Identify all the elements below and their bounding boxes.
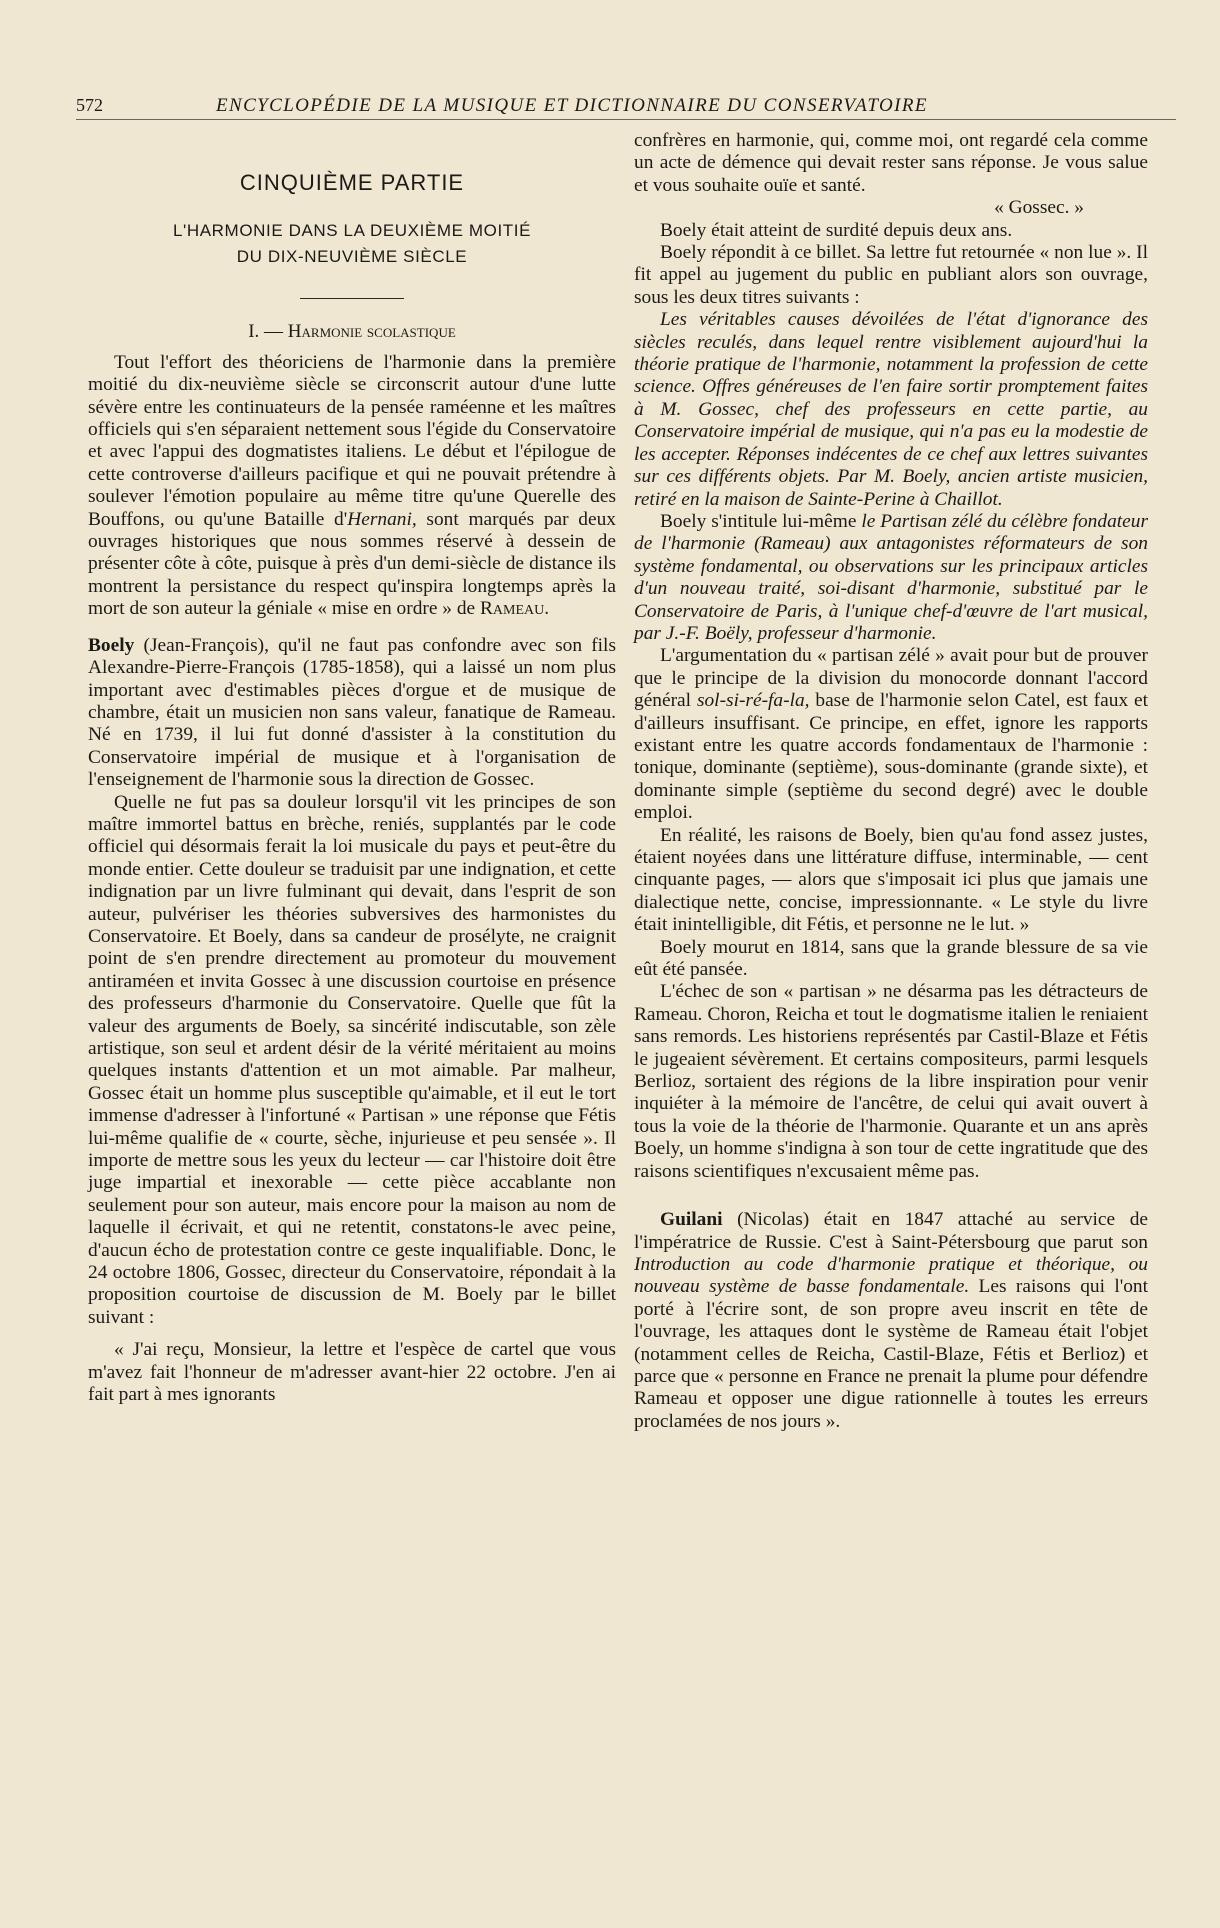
reality-paragraph: En réalité, les raisons de Boely, bien qu'au fond assez justes, étaient noyées dans une littérature diffuse, interminable, — cent cinquante pages, — alors que s'imposait ici plus que jamais une dialectique nette, concise, impressionnante. « Le style du livre était inintelligible, dit Fétis, et personne ne le lut. »: [634, 824, 1148, 936]
argument-chord: sol-si-ré-fa-la,: [696, 690, 810, 712]
gossec-quote-start: « J'ai reçu, Monsieur, la lettre et l'espèce de cartel que vous m'avez fait l'honneur de m'adresser avant-hier 22 octobre. J'en ai fait part à mes ignorants: [88, 1339, 616, 1406]
boely-entry-text: (Jean-François), qu'il ne faut pas confondre avec son fils Alexandre-Pierre-François (1785-1858), qui a laissé un nom plus important avec d'estimables pièces d'orgue et de musique de chambre, était un musicien non sans valeur, fanatique de Rameau. Né en 1739, il lui fut donné d'assister à la constitution du Conservatoire impérial de musique et à l'organisation de l'enseignement de l'harmonie sous la direction de Gossec.: [88, 634, 616, 791]
intro-paragraph: [88, 352, 616, 621]
argument-text-a: L'argumentation du « partisan zélé » avait pour but de prouver que le principe de la division du monocorde donnant l'accord général: [634, 645, 1148, 712]
book-title-1: [634, 309, 1148, 511]
argument-text-b: base de l'harmonie selon Catel, est faux et d'ailleurs insuffisant. Ce principe, en effet, ignore les rapports existant entre les quatre accords fondamentaux de l'harmonie : tonique, dominante (septième), sous-dominante (grande sixte), et dominante simple (septième du second degré) avec le double emploi.: [634, 690, 1148, 824]
gossec-signature: « Gossec. »: [994, 197, 1084, 219]
section-number: I. —: [248, 321, 288, 343]
left-column: [88, 130, 616, 1407]
rameau-name: Rameau.: [480, 598, 550, 620]
reply-paragraph: Boely répondit à ce billet. Sa lettre fut retournée « non lue ». Il fit appel au jugement du public en publiant alors son ouvrage, sous les deux titres suivants :: [634, 242, 1148, 308]
guilani-book-title: Introduction au code d'harmonie pratique et théorique, ou nouveau système de basse fondamentale.: [634, 1253, 1148, 1298]
book-title-1-text: Les véritables causes dévoilées de l'état d'ignorance des siècles reculés, dans lequel rentre visiblement aujourd'hui la théorie pratique de l'harmonie, notamment la profession de cette science. Offres généreuses de l'en faire sortir promptement faites à M. Gossec, chef des professeurs en cette partie, au Conservatoire impérial de musique, qui n'a pas eu la modestie de les accepter. Réponses indécentes de ce chef aux lettres suivantes sur ces différents objets. Par M. Boely, ancien artiste musicien, retiré en la maison de Sainte-Perine à Chaillot.: [634, 309, 1148, 510]
guilani-text-a: (Nicolas) était en 1847 attaché au service de l'impératrice de Russie. C'est à Saint-Pétersbourg que parut son: [634, 1209, 1148, 1253]
death-paragraph: Boely mourut en 1814, sans que la grande blessure de sa vie eût été pansée.: [634, 936, 1148, 981]
section-title: Harmonie scolastique: [287, 321, 456, 343]
book-title-2-lead: Boely s'intitule lui-même: [660, 510, 862, 532]
guilani-entry-paragraph: [634, 1209, 1148, 1433]
title-divider: [300, 298, 404, 299]
boely-grief-paragraph: Quelle ne fut pas sa douleur lorsqu'il vit les principes de son maître immortel battus en brèche, reniés, supplantés par le code officiel qui désormais ferait la loi musicale du pays et peut-être du monde entier. Cette douleur se traduisit par une indignation, et cette indignation par un livre fulminant qui devait, dans l'esprit de son auteur, pulvériser les théories subversives des harmonistes du Conservatoire. Et Boely, dans sa candeur de prosélyte, ne craignit point de s'en prendre directement au promoteur du mouvement antiraméen et invita Gossec à une discussion courtoise en présence des professeurs d'harmonie du Conservatoire. Quelle que fût la valeur des arguments de Boely, sa sincérité indiscutable, son zèle artistique, son seul et ardent désir de la vérité méritaient au moins quelques instants d'attention et un mot aimable. Par malheur, Gossec était un homme plus susceptible qu'aimable, et il eut le tort immense d'adresser à l'infortuné « Partisan » une réponse que Fétis lui-même qualifie de « courte, sèche, injurieuse et peu sensée ». Il importe de mettre sous les yeux du lecteur — car l'histoire doit être juge impartial et inexorable — cette pièce accablante non seulement pour son auteur, mais encore pour la maison au nom de laquelle il écrivait, et qui ne retentit, constatons-le avec peine, d'aucun écho de protestation contre ce geste inqualifiable. Donc, le 24 octobre 1806, Gossec, directeur du Conservatoire, répondait à la proposition courtoise de discussion de M. Boely par le billet suivant :: [88, 791, 616, 1328]
intro-text-tail: sont marqués par deux ouvrages historiques que nous sommes réservé à dessein de présenter côte à côte, puisque à près d'un demi-siècle de distance ils montrent la persistance du respect qu'inspira longtemps après la mort de son auteur la géniale « mise en ordre » de: [88, 508, 617, 620]
book-title-2-paragraph: [634, 511, 1148, 645]
gossec-quote-continued: confrères en harmonie, qui, comme moi, ont regardé cela comme un acte de démence qui devait rester sans réponse. Je vous salue et vous souhaite ouïe et santé.: [634, 130, 1148, 196]
section-heading: [88, 321, 616, 343]
deafness-paragraph: Boely était atteint de surdité depuis deux ans.: [660, 219, 1013, 241]
right-column: [634, 130, 1148, 1433]
argument-paragraph: [634, 645, 1148, 824]
chapter-subtitle-line-2: DU DIX-NEUVIÈME SIÈCLE: [236, 247, 468, 267]
book-title-2-text: le Partisan zélé du célèbre fondateur de l'harmonie (Rameau) aux antagonistes réformateurs de son système fondamental, ou observations sur les principaux articles d'un nouveau traité, soi-disant d'harmonie, substitué par le Conservatoire de Paris, à l'unique chef-d'œuvre de l'art musical, par J.-F. Boëly, professeur d'harmonie.: [634, 510, 1149, 644]
guilani-entry-name: Guilani: [660, 1209, 723, 1231]
boely-entry-name: Boely: [88, 634, 135, 656]
running-header: [76, 95, 1176, 120]
intro-italic: Hernani,: [347, 508, 417, 530]
page-number: 572: [76, 95, 103, 115]
running-title: ENCYCLOPÉDIE DE LA MUSIQUE ET DICTIONNAIRE DU CONSERVATOIRE: [216, 95, 928, 116]
echec-paragraph: L'échec de son « partisan » ne désarma pas les détracteurs de Rameau. Choron, Reicha et tout le dogmatisme italien le reniaient sans remords. Les historiens représentés par Castil-Blaze et Fétis le jugeaient sévèrement. Et certains compositeurs, parmi lesquels Berlioz, sortaient des régions de la libre inspiration pour venir inquiéter à la mémoire de l'ancêtre, de celui qui avait ouvert à tous la voie de la théorie de l'harmonie. Quarante et un ans après Boely, un homme s'indigna à son tour de cette ingratitude que des raisons scientifiques n'excusaient même pas.: [634, 981, 1148, 1182]
guilani-text-b: Les raisons qui l'ont porté à l'écrire sont, de son propre aveu inscrit en tête de l'ouvrage, les attaques dont le système de Rameau était l'objet (notamment celles de Reicha, Castil-Blaze, Fétis et Berlioz) et parce que « personne en France ne prenait la plume pour défendre Rameau et opposer une digue rationnelle à toutes les erreurs proclamées de nos jours ».: [634, 1276, 1148, 1432]
chapter-subtitle-line-1: L'HARMONIE DANS LA DEUXIÈME MOITIÉ: [172, 221, 532, 241]
boely-entry-paragraph: [88, 635, 616, 792]
intro-text: Tout l'effort des théoriciens de l'harmonie dans la première moitié du dix-neuvième siècle se circonscrit autour d'une lutte sévère entre les continuateurs de la pensée raméenne et les maîtres officiels qui s'en séparaient nettement sous l'égide du Conservatoire et avec l'appui des dogmatistes italiens. Le début et l'épilogue de cette controverse d'ailleurs pacifique et qui ne pouvait prétendre à soulever l'émotion populaire au même titre qu'une Querelle des Bouffons, ou qu'une Bataille d': [88, 351, 616, 530]
part-title: CINQUIÈME PARTIE: [239, 170, 465, 195]
